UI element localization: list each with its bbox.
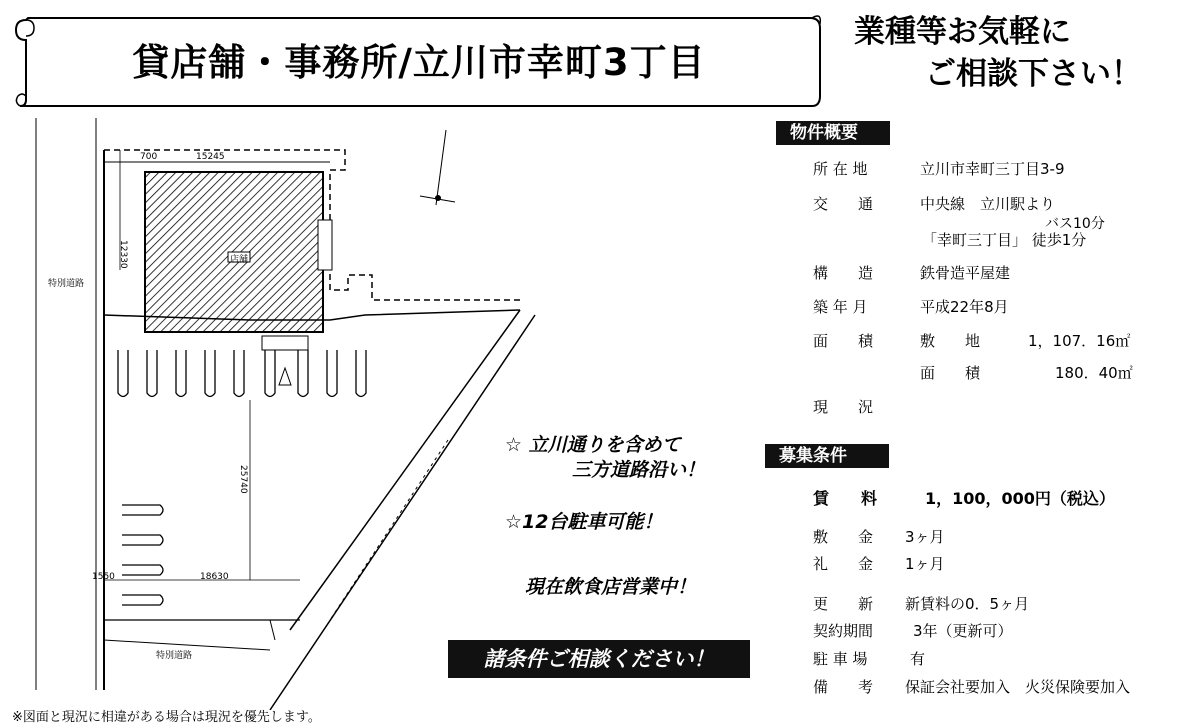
title-banner <box>14 10 824 108</box>
building-label: 店舗 <box>230 255 249 265</box>
renewal-row <box>813 593 1030 614</box>
deposit-value: 3ヶ月 <box>905 528 945 546</box>
parking-value: 有 <box>910 650 926 668</box>
dim-vertical: 25740 <box>238 465 248 494</box>
page-title: 貸店舗・事務所/立川市幸町3丁目 <box>132 41 706 84</box>
land-area-row <box>813 330 1131 351</box>
floor-area-value: 180．40㎡ <box>1055 364 1133 382</box>
key-money-label: 礼 金 <box>813 555 874 573</box>
transport-row <box>813 193 1056 214</box>
rent-label: 賃 料 <box>813 489 878 508</box>
built-label: 築 年 月 <box>813 298 868 316</box>
remarks-label: 備 考 <box>813 678 874 696</box>
location-label: 所 在 地 <box>813 160 868 178</box>
built-row <box>813 296 1009 317</box>
road-west-label: 特別道路 <box>48 279 85 289</box>
callout-roads: ☆ 立川通りを含めて <box>505 434 681 456</box>
floor-area-row <box>920 362 1133 383</box>
land-area-value: 1，107．16㎡ <box>1028 332 1131 350</box>
parking-row <box>813 648 926 669</box>
transport-stop: 「幸町三丁目」 徒歩1分 <box>922 231 1087 249</box>
rent-value: 1，100，000円（税込） <box>925 489 1115 508</box>
footnote: ※図面と現況に相違がある場合は現況を優先します。 <box>12 710 321 725</box>
contract-value: 3年（更新可） <box>913 622 1013 640</box>
callout-roads-2: 三方道路沿い！ <box>572 459 706 481</box>
callout-operating: 現在飲食店営業中！ <box>525 576 697 598</box>
dim-bottom-left: 1550 <box>92 572 115 582</box>
negotiate-banner: 諸条件ご相談ください！ <box>448 640 750 678</box>
deposit-label: 敷 金 <box>813 528 874 546</box>
dim-top: 15245 <box>196 152 225 162</box>
consult-line-1: 業種等お気軽に <box>854 14 1071 50</box>
key-money-value: 1ヶ月 <box>905 555 945 573</box>
road-south-label: 特別道路 <box>156 651 193 661</box>
land-label: 敷 地 <box>920 332 981 350</box>
built-value: 平成22年8月 <box>920 298 1009 316</box>
structure-row <box>813 262 1011 283</box>
dim-bottom: 18630 <box>200 572 229 582</box>
area-label: 面 積 <box>813 332 874 350</box>
rent-row <box>813 486 1115 509</box>
site-plan-map <box>0 110 780 710</box>
contract-row <box>813 620 1013 641</box>
terms-header: 募集条件 <box>765 444 889 468</box>
deposit-row <box>813 526 945 547</box>
dim-side: 12330 <box>118 240 128 269</box>
remarks-value: 保証会社要加入 火災保険要加入 <box>905 678 1131 696</box>
structure-label: 構 造 <box>813 264 874 282</box>
renewal-label: 更 新 <box>813 595 874 613</box>
key-money-row <box>813 553 945 574</box>
location-row <box>813 158 1065 179</box>
parking-label: 駐 車 場 <box>813 650 868 668</box>
status-row <box>813 396 873 417</box>
transport-bus: バス10分 <box>1045 216 1105 232</box>
transport-line: 中央線 立川駅より <box>920 195 1056 213</box>
overview-header: 物件概要 <box>776 121 890 145</box>
site-plan-drawing <box>0 110 780 710</box>
callout-parking: ☆12台駐車可能！ <box>505 511 663 533</box>
remarks-row <box>813 676 1131 697</box>
dim-top-left: 700 <box>140 152 158 162</box>
structure-value: 鉄骨造平屋建 <box>920 264 1011 282</box>
consult-message <box>828 12 1188 102</box>
contract-label: 契約期間 <box>813 622 874 640</box>
renewal-value: 新賃料の0．5ヶ月 <box>905 595 1030 613</box>
status-label: 現 況 <box>813 398 874 416</box>
consult-line-2: ご相談下さい！ <box>925 56 1142 92</box>
location-value: 立川市幸町三丁目3-9 <box>920 160 1065 178</box>
transport-label: 交 通 <box>813 195 874 213</box>
floor-label: 面 積 <box>920 364 981 382</box>
